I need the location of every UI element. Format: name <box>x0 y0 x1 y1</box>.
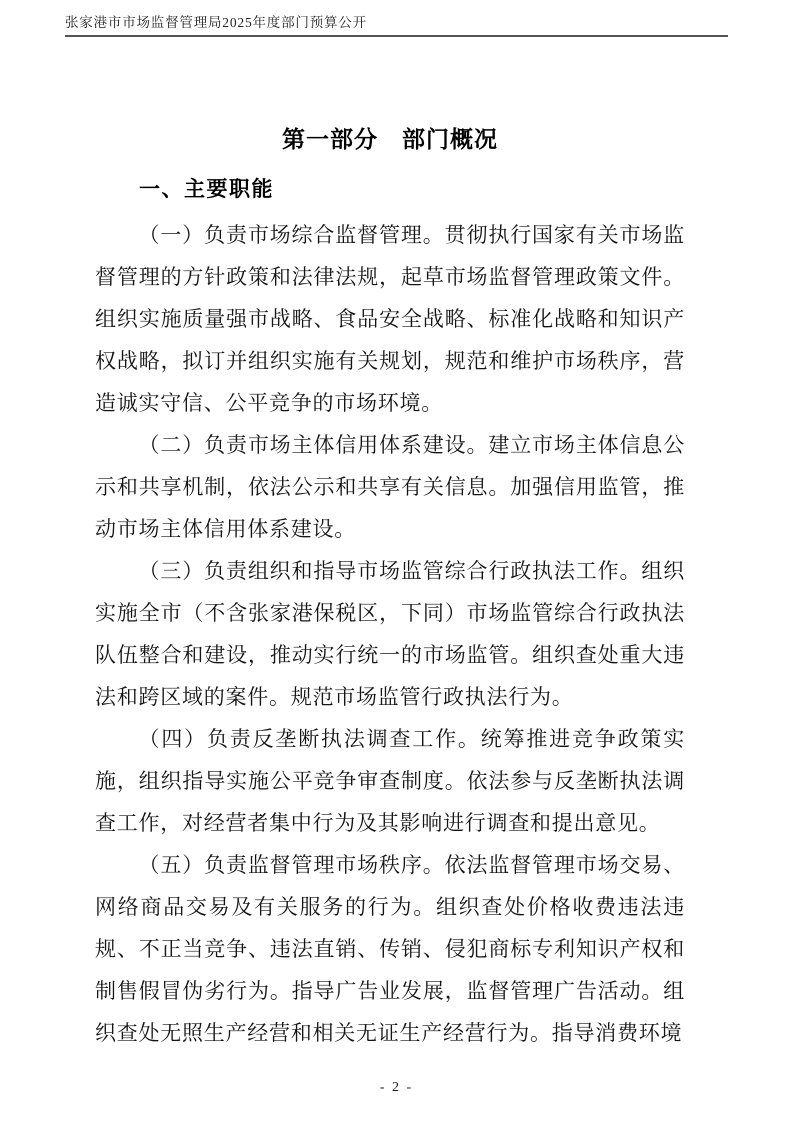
paragraph: （三）负责组织和指导市场监管综合行政执法工作。组织实施全市（不含张家港保税区，下同）市场监管综合行政执法队伍整合和建设，推动实行统一的市场监管。组织查处重大违法和跨区域的案件。规范市场监管行政执法行为。 <box>95 559 685 709</box>
document-title: 第一部分 部门概况 <box>282 126 498 152</box>
page-footer <box>0 1080 793 1096</box>
paragraph: （五）负责监督管理市场秩序。依法监督管理市场交易、网络商品交易及有关服务的行为。组织查处价格收费违法违规、不正当竞争、违法直销、传销、侵犯商标专利知识产权和制售假冒伪劣行为。指导广告业发展，监督管理广告活动。组织查处无照生产经营和相关无证生产经营行为。指导消费环境 <box>95 853 685 1045</box>
header-title: 张家港市市场监督管理局2025年度部门预算公开 <box>65 15 367 30</box>
page-header <box>65 11 728 37</box>
paragraph: （四）负责反垄断执法调查工作。统筹推进竞争政策实施，组织指导实施公平竞争审查制度。依法参与反垄断执法调查工作，对经营者集中行为及其影响进行调查和提出意见。 <box>95 727 685 835</box>
paragraph: （一）负责市场综合监督管理。贯彻执行国家有关市场监督管理的方针政策和法律法规，起草市场监督管理政策文件。组织实施质量强市战略、食品安全战略、标准化战略和知识产权战略，拟订并组织实施有关规划，规范和维护市场秩序，营造诚实守信、公平竞争的市场环境。 <box>95 223 685 415</box>
page-number: - 2 - <box>379 1080 414 1095</box>
document-body <box>95 214 685 1054</box>
paragraph: （二）负责市场主体信用体系建设。建立市场主体信息公示和共享机制，依法公示和共享有关信息。加强信用监管，推动市场主体信用体系建设。 <box>95 433 685 541</box>
section-heading: 一、主要职能 <box>139 178 274 201</box>
